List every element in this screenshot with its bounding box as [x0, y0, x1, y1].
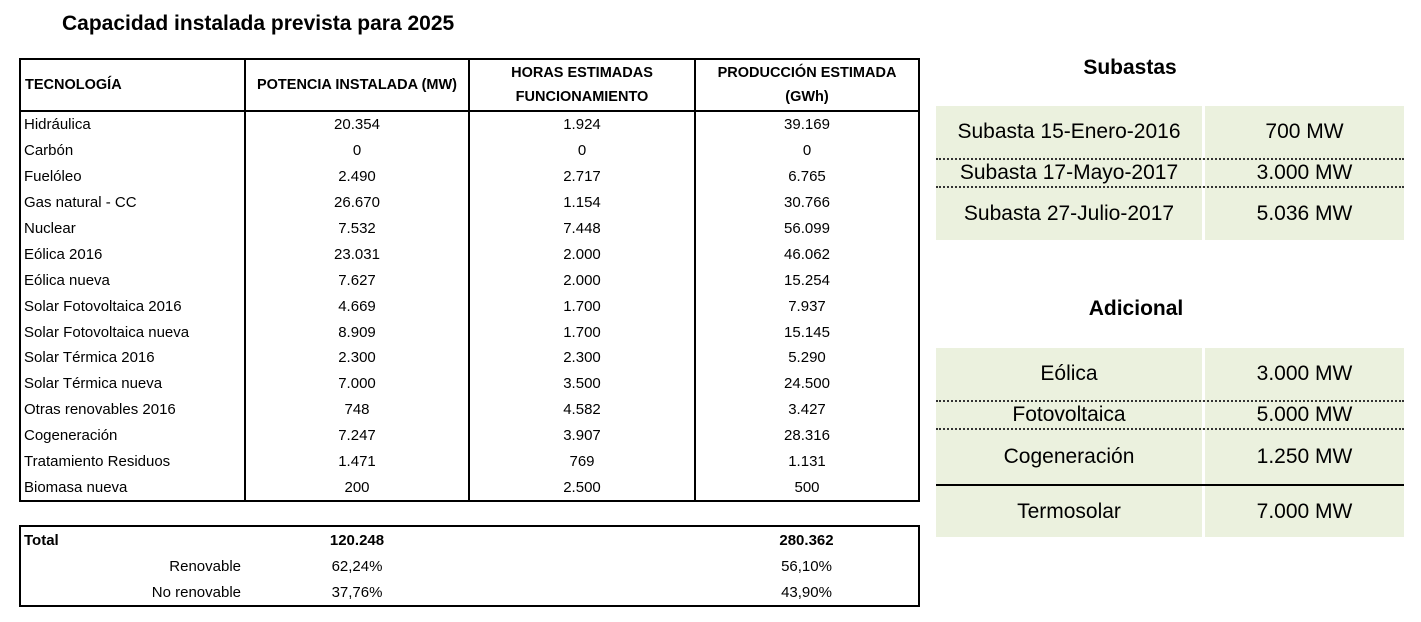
table-row	[20, 241, 919, 267]
subasta-name: Subasta 27-Julio-2017	[936, 188, 1205, 240]
cell-produccion: 30.766	[695, 190, 919, 216]
page-title: Capacidad instalada prevista para 2025	[62, 12, 455, 35]
cell-potencia: 23.031	[245, 241, 469, 267]
subasta-name: Subasta 15-Enero-2016	[936, 106, 1205, 158]
cell-tecnologia: Solar Fotovoltaica nueva	[20, 319, 245, 345]
table-row	[20, 267, 919, 293]
adicional-panel	[936, 348, 1404, 537]
adicional-name: Fotovoltaica	[936, 402, 1205, 428]
total-empty	[469, 526, 695, 553]
cell-potencia: 7.247	[245, 423, 469, 449]
cell-horas: 3.500	[469, 371, 695, 397]
cell-potencia: 7.532	[245, 216, 469, 242]
total-label: Total	[24, 531, 59, 549]
cell-produccion: 46.062	[695, 241, 919, 267]
header-potencia: POTENCIA INSTALADA (MW)	[245, 59, 469, 111]
table-row	[20, 216, 919, 242]
cell-potencia: 7.627	[245, 267, 469, 293]
cell-produccion: 1.131	[695, 449, 919, 475]
subasta-value: 3.000 MW	[1256, 161, 1353, 184]
cell-horas: 769	[469, 449, 695, 475]
adicional-name: Cogeneración	[936, 430, 1205, 484]
renovable-label: Renovable	[169, 557, 241, 575]
cell-tecnologia: Eólica nueva	[20, 267, 245, 293]
total-production: 280.362	[779, 531, 834, 549]
header-horas: HORAS ESTIMADAS FUNCIONAMIENTO	[469, 59, 695, 111]
adicional-value: 3.000 MW	[1256, 362, 1353, 385]
cell-produccion: 28.316	[695, 423, 919, 449]
adicional-row	[936, 430, 1404, 486]
renovable-empty	[469, 553, 695, 579]
table-row	[20, 111, 919, 138]
cell-tecnologia: Hidráulica	[20, 111, 245, 138]
table-row	[20, 449, 919, 475]
cell-potencia: 0	[245, 138, 469, 164]
totals-table	[19, 525, 920, 607]
renovable-row	[20, 553, 919, 579]
cell-tecnologia: Otras renovables 2016	[20, 397, 245, 423]
table-row	[20, 138, 919, 164]
table-row	[20, 397, 919, 423]
cell-horas: 2.500	[469, 474, 695, 501]
cell-tecnologia: Biomasa nueva	[20, 474, 245, 501]
cell-horas: 3.907	[469, 423, 695, 449]
adicional-value: 7.000 MW	[1256, 499, 1353, 523]
adicional-value: 1.250 MW	[1256, 445, 1353, 468]
table-row	[20, 474, 919, 501]
adicional-row	[936, 486, 1404, 537]
renovable-production: 56,10%	[781, 557, 832, 575]
cell-tecnologia: Solar Fotovoltaica 2016	[20, 293, 245, 319]
cell-produccion: 500	[695, 474, 919, 501]
cell-tecnologia: Solar Térmica nueva	[20, 371, 245, 397]
cell-produccion: 5.290	[695, 345, 919, 371]
cell-produccion: 3.427	[695, 397, 919, 423]
table-row	[20, 371, 919, 397]
total-row	[20, 526, 919, 553]
cell-produccion: 15.145	[695, 319, 919, 345]
subasta-row	[936, 106, 1404, 160]
cell-horas: 1.700	[469, 293, 695, 319]
cell-horas: 2.717	[469, 164, 695, 190]
cell-horas: 7.448	[469, 216, 695, 242]
cell-produccion: 7.937	[695, 293, 919, 319]
cell-tecnologia: Eólica 2016	[20, 241, 245, 267]
no-renovable-production: 43,90%	[781, 583, 832, 601]
subasta-name: Subasta 17-Mayo-2017	[936, 160, 1205, 186]
cell-produccion: 56.099	[695, 216, 919, 242]
header-tecnologia: TECNOLOGÍA	[20, 59, 245, 111]
table-row	[20, 319, 919, 345]
cell-tecnologia: Fuelóleo	[20, 164, 245, 190]
table-header-row	[20, 59, 919, 111]
cell-potencia: 7.000	[245, 371, 469, 397]
cell-tecnologia: Solar Térmica 2016	[20, 345, 245, 371]
subasta-row	[936, 160, 1404, 188]
cell-tecnologia: Nuclear	[20, 216, 245, 242]
subastas-panel	[936, 106, 1404, 240]
cell-potencia: 26.670	[245, 190, 469, 216]
cell-horas: 1.924	[469, 111, 695, 138]
table-row	[20, 164, 919, 190]
header-produccion: PRODUCCIÓN ESTIMADA (GWh)	[695, 59, 919, 111]
adicional-row	[936, 348, 1404, 402]
adicional-name: Termosolar	[936, 486, 1205, 537]
no-renovable-empty	[469, 579, 695, 606]
capacity-table	[19, 58, 920, 502]
table-row	[20, 423, 919, 449]
table-row	[20, 345, 919, 371]
cell-horas: 1.700	[469, 319, 695, 345]
cell-horas: 2.300	[469, 345, 695, 371]
cell-horas: 1.154	[469, 190, 695, 216]
cell-horas: 2.000	[469, 267, 695, 293]
adicional-name: Eólica	[936, 348, 1205, 400]
cell-tecnologia: Gas natural - CC	[20, 190, 245, 216]
cell-potencia: 8.909	[245, 319, 469, 345]
table-row	[20, 190, 919, 216]
cell-tecnologia: Carbón	[20, 138, 245, 164]
table-row	[20, 293, 919, 319]
cell-produccion: 6.765	[695, 164, 919, 190]
cell-produccion: 15.254	[695, 267, 919, 293]
no-renovable-label: No renovable	[151, 583, 241, 601]
cell-potencia: 2.490	[245, 164, 469, 190]
total-power: 120.248	[329, 531, 385, 549]
cell-potencia: 20.354	[245, 111, 469, 138]
cell-horas: 2.000	[469, 241, 695, 267]
adicional-title: Adicional	[1088, 297, 1184, 320]
cell-produccion: 39.169	[695, 111, 919, 138]
no-renovable-row	[20, 579, 919, 606]
cell-produccion: 0	[695, 138, 919, 164]
subasta-value: 5.036 MW	[1256, 202, 1353, 225]
adicional-row	[936, 402, 1404, 430]
cell-potencia: 4.669	[245, 293, 469, 319]
cell-potencia: 2.300	[245, 345, 469, 371]
subastas-title: Subastas	[1083, 56, 1177, 79]
subasta-value: 700 MW	[1265, 120, 1344, 143]
subasta-row	[936, 188, 1404, 240]
cell-produccion: 24.500	[695, 371, 919, 397]
cell-potencia: 200	[245, 474, 469, 501]
cell-horas: 4.582	[469, 397, 695, 423]
cell-tecnologia: Tratamiento Residuos	[20, 449, 245, 475]
cell-tecnologia: Cogeneración	[20, 423, 245, 449]
renovable-power: 62,24%	[331, 557, 383, 575]
no-renovable-power: 37,76%	[331, 583, 383, 601]
cell-potencia: 748	[245, 397, 469, 423]
cell-horas: 0	[469, 138, 695, 164]
adicional-value: 5.000 MW	[1256, 403, 1353, 426]
cell-potencia: 1.471	[245, 449, 469, 475]
